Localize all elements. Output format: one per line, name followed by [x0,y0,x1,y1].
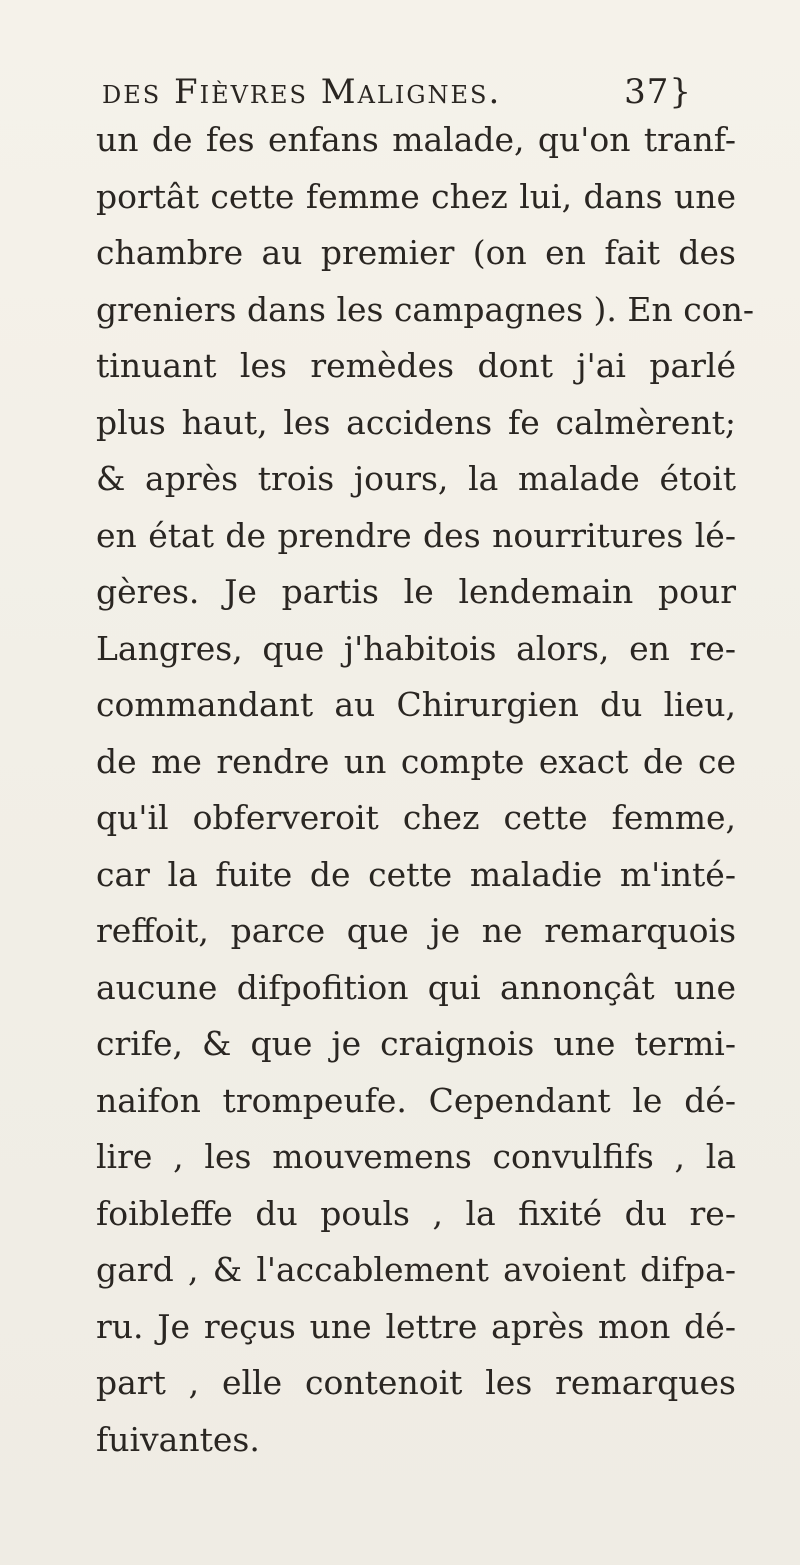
text-line: gard , & l'accablement avoient difpa- [96,1250,736,1289]
text-line: gères. Je partis le lendemain pour [96,572,736,611]
text-line: greniers dans les campagnes ). En con- [96,289,754,329]
text-line: en état de prendre des nourritures lé- [96,515,736,555]
text-line: lire , les mouvemens convulfifs , la [96,1137,736,1176]
text-line: naifon trompeufe. Cependant le dé- [96,1080,736,1120]
text-line: car la fuite de cette maladie m'inté- [96,854,736,894]
page-number: 37} [624,72,692,112]
text-line: foibleffe du pouls , la fixité du re- [96,1193,736,1233]
text-line: un de fes enfans malade, qu'on tranf- [96,120,736,159]
text-line: fuivantes. [96,1419,260,1459]
text-line: crife, & que je craignois une termi- [96,1024,736,1063]
text-line: tinuant les remèdes dont j'ai parlé [96,346,736,385]
text-line: chambre au premier (on en fait des [96,233,736,272]
text-line: reffoit, parce que je ne remarquois [96,911,736,950]
text-line: de me rendre un compte exact de ce [96,741,736,781]
text-line: plus haut, les accidens fe calmèrent; [96,402,736,442]
running-head-title: des Fièvres Malignes. [102,72,502,112]
text-line: ru. Je reçus une lettre après mon dé- [96,1306,736,1346]
text-line: aucune difpofition qui annonçât une [96,967,736,1007]
text-line: Langres, que j'habitois alors, en re- [96,628,736,668]
text-line: & après trois jours, la malade étoit [96,459,736,498]
text-line: commandant au Chirurgien du lieu, [96,685,736,724]
text-line: qu'il obferveroit chez cette femme, [96,798,736,837]
text-line: part , elle contenoit les remarques [96,1363,736,1402]
body-text [96,112,754,1468]
text-line: portât cette femme chez lui, dans une [96,176,736,216]
